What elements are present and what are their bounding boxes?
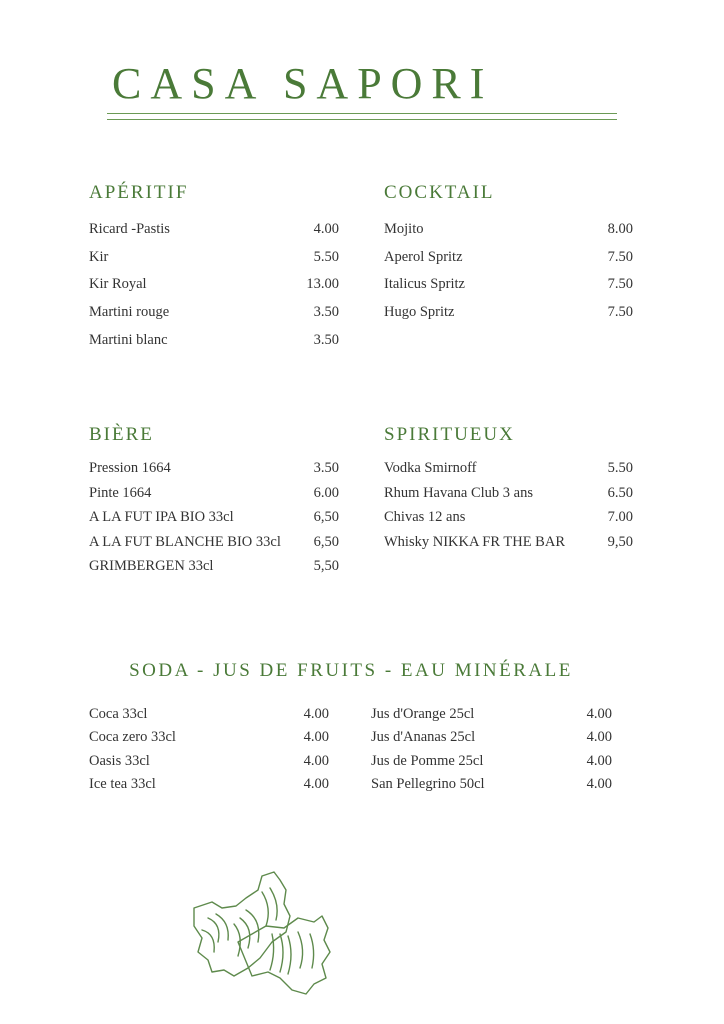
menu-list [384,221,633,332]
item-price: 5.50 [607,460,633,476]
item-name: Jus d'Ananas 25cl [371,729,476,746]
item-price: 4.00 [586,752,612,769]
item-name: A LA FUT IPA BIO 33cl [89,509,234,525]
item-price: 13.00 [306,276,339,293]
menu-item [89,534,339,559]
menu-item [89,460,339,485]
title-divider-bottom [107,119,617,120]
section-spiritueux [384,424,633,558]
item-name: Chivas 12 ans [384,509,466,525]
menu-list [89,706,329,799]
menu-list [384,460,633,558]
menu-item [89,509,339,534]
item-price: 6,50 [313,509,339,525]
menu-item [371,776,612,799]
menu-item [384,460,633,485]
menu-item [89,753,329,776]
item-price: 5,50 [313,558,339,574]
section-title-soda: SODA - JUS DE FRUITS - EAU MINÉRALE [129,660,573,681]
item-name: Pinte 1664 [89,484,152,501]
item-name: Rhum Havana Club 3 ans [384,484,534,501]
section-title: COCKTAIL [384,182,495,203]
item-price: 4.00 [303,775,329,792]
menu-item [384,276,633,304]
menu-item [371,753,612,776]
item-name: Pression 1664 [89,460,171,476]
item-price: 3.50 [313,331,339,348]
item-name: San Pellegrino 50cl [371,775,485,792]
menu-item [89,776,329,799]
item-name: Coca zero 33cl [89,729,176,746]
section-cocktail [384,182,633,332]
item-name: Whisky NIKKA FR THE BAR [384,533,565,550]
item-price: 8.00 [607,221,633,237]
item-price: 7.00 [607,509,633,525]
menu-item [384,534,633,559]
menu-list [89,460,339,583]
section-soda-right [371,706,612,799]
item-name: Kir Royal [89,276,147,293]
section-title: BIÈRE [89,424,154,445]
item-price: 7.50 [607,248,633,265]
item-name: Kir [89,248,109,265]
item-name: A LA FUT BLANCHE BIO 33cl [89,533,281,550]
menu-item [89,332,339,360]
item-price: 3.50 [313,460,339,476]
item-name: Italicus Spritz [384,276,465,293]
item-price: 6.50 [607,484,633,501]
menu-item [384,509,633,534]
item-price: 4.00 [586,775,612,792]
item-price: 6.00 [313,484,339,501]
menu-item [384,221,633,249]
menu-item [371,706,612,729]
item-name: Mojito [384,221,424,237]
section-title: SPIRITUEUX [384,424,515,445]
item-price: 4.00 [586,706,612,722]
section-biere [89,424,339,583]
menu-item [89,558,339,583]
menu-item [384,249,633,277]
section-title: APÉRITIF [89,182,189,203]
item-price: 3.50 [313,304,339,321]
item-price: 7.50 [607,304,633,321]
item-name: Ice tea 33cl [89,775,156,792]
item-price: 4.00 [313,221,339,237]
menu-item [89,304,339,332]
item-price: 4.00 [303,729,329,746]
item-price: 6,50 [313,533,339,550]
item-name: Jus d'Orange 25cl [371,706,475,722]
item-name: Vodka Smirnoff [384,460,477,476]
menu-item [89,729,329,752]
item-name: Martini blanc [89,331,168,348]
menu-item [89,221,339,249]
item-name: Martini rouge [89,304,170,321]
item-name: Coca 33cl [89,706,148,722]
menu-item [384,304,633,332]
item-name: Aperol Spritz [384,248,463,265]
menu-item [89,249,339,277]
menu-item [89,276,339,304]
farfalle-pasta-icon [188,868,336,1000]
menu-list [89,221,339,359]
item-price: 7.50 [607,276,633,293]
item-price: 4.00 [303,706,329,722]
title-divider-top [107,113,617,114]
restaurant-name: CASA SAPORI [112,59,494,108]
menu-list [371,706,612,799]
menu-item [384,485,633,510]
menu-item [89,706,329,729]
item-name: Hugo Spritz [384,304,455,321]
item-name: Oasis 33cl [89,752,150,769]
menu-item [89,485,339,510]
menu-item [371,729,612,752]
item-price: 4.00 [586,729,612,746]
item-name: Jus de Pomme 25cl [371,752,484,769]
section-aperitif [89,182,339,359]
section-soda-left [89,706,329,799]
item-price: 9,50 [607,533,633,550]
item-price: 5.50 [313,248,339,265]
item-price: 4.00 [303,752,329,769]
item-name: Ricard -Pastis [89,221,170,237]
item-name: GRIMBERGEN 33cl [89,558,214,574]
